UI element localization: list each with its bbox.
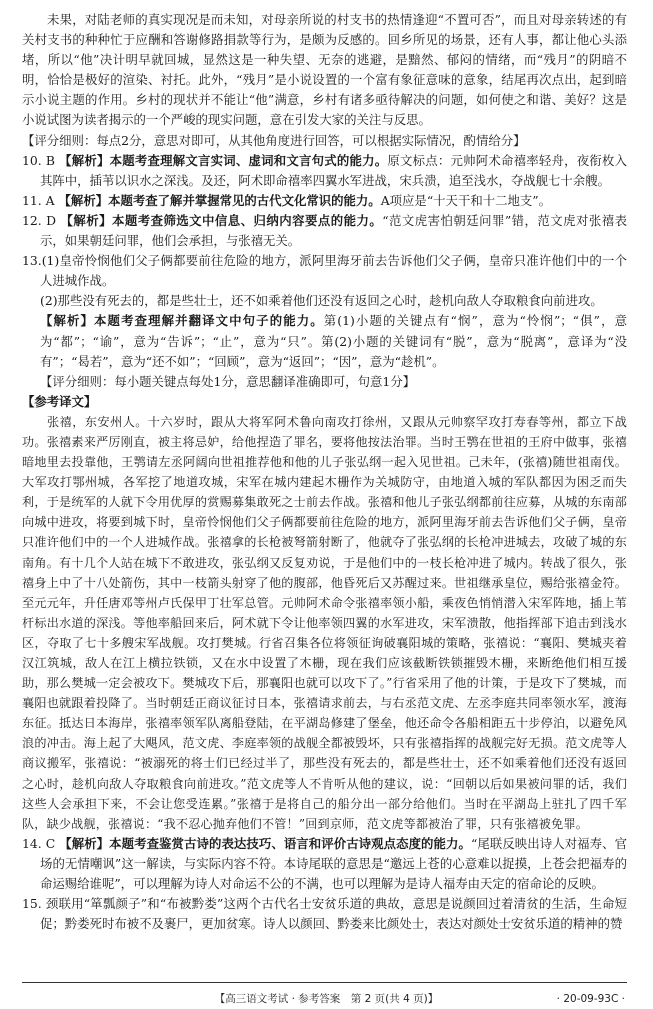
q15-answer: 15. 颈联用“箪瓢颜子”和“布被黔娄”这两个古代名士安贫乐道的典故，意思是说颜回过着清贫的生活，生命短促；黔娄死时布被不及裹尸，更加贫寒。诗人以颜回、黔娄来比颜处士，表达对颜处士安贫乐道的精神的赞 <box>22 896 627 932</box>
q13-translation-2: (2)那些没有死去的，都是些壮士，还不如乘着他们还没有返回之心时，趁机向敌人夺取粮食向前进攻。 <box>40 293 603 309</box>
q14-number: 14. C <box>22 835 56 851</box>
q12-answer <box>22 211 627 251</box>
q12-analysis-text: “范文虎害怕朝廷问罪”错，范文虎对张禧表示，如果朝廷问罪，他们会承担，与张禧无关。 <box>40 212 627 249</box>
q14-answer <box>22 834 627 894</box>
q12-number: 12. D <box>22 212 57 228</box>
reference-translation-text: 张禧，东安州人。十六岁时，跟从大将军阿术鲁向南攻打徐州，又跟从元帅察罕攻打寿春等州，都立下战功。张禧素来严厉刚直，被主将忌妒，给他捏造了罪名，要将他按法治罪。当时王鹗在世祖的王府中做事，张禧暗地里去投靠他，王鹗请左丞阿阔向世祖推荐他和他的儿子张弘纲一起入见世祖。己未年，(张禧)随世祖南伐。大军攻打鄂州城，各军挖了地道攻城，宋军在城内建起木栅作为关城防守，由地道入城的军队都因为困乏而失利，于是统军的人就下令用优厚的赏赐募集敢死之士前去作战。张禧和他儿子张弘纲都前往应募，从城的东南部向城中进攻，将要到城下时，皇帝怜悯他们父子俩都要前往危险的地方，派阿里海牙前去告诉他们父子俩，皇帝只准许他们中的一个人进城作战。张禧拿的长枪被弩箭射断了，他就夺了张弘纲的长枪冲进城去，攻破了城的东南角。有十几个人站在城下不敢进攻，张弘纲又反复劝说，于是他们中的一枝长枪冲进了城内。转战了很久，张禧身上中了十八处箭伤，其中一枝箭头射穿了他的腹部，他昏死后又苏醒过来。世祖继承皇位，赐给张禧金符。至元元年，升任唐邓等州卢氏保甲丁壮军总管。元帅阿术命令张禧率领小船，乘夜色悄悄潜入宋军阵地，插上苇杆标出水道的深浅。等他率船回来后，阿术就下令让他率领四翼的水军进攻，宋军溃散，他指挥部下追击到浅水区，夺取了七十多艘宋军战舰。攻打樊城。行省召集各位将领征询破襄阳城的策略，张禧说：“襄阳、樊城夹着汉江筑城，敌人在江上横拉铁锁，又在水中设置了木栅，现在我们应该截断铁锁摧毁木栅，来断绝他们相互援助，那么樊城一定会被攻下。樊城攻下后，那襄阳也就可以攻下了。”行省采用了他的计策，于是攻下了樊城，而襄阳也就跟着投降了。当时朝廷正商议征讨日本，张禧请求前去，与右丞范文虎、左丞李庭共同率领水军，渡海东征。抵达日本海岸，张禧率领军队离船登陆，在平湖岛修建了堡垒，他还命令各船相距五十步停泊，以避免风浪的冲击。海上起了大飓风，范文虎、李庭率领的战舰全都被毁坏，只有张禧指挥的战舰完好无损。范文虎等人商议搬军，张禧说：“被溺死的将士们已经过半了，那些没有死去的，都是些壮士，还不如乘着他们还没有返回之心时，趁机向敌人夺取粮食向前进攻。”范文虎等人不肯听从他的建议，说：“回朝以后如果被问罪的话，我们这些人会承担下来，不会让您受连累。”张禧于是将自己的船分出一部分给他们。当时在平湖岛上驻扎了四千军队，缺少战舰，张禧说：“我不忍心抛弃他们不管！”回到京师，范文虎等都被治了罪，只有张禧被免罪。 <box>22 414 627 831</box>
footer-page-label: 【高三语文考试 · 参考答案 第 2 页(共 4 页)】 <box>214 993 439 1005</box>
q10-analysis-text: 原文标点：元帅阿术命禧率轻舟，夜衔枚入其阵中，插苇以识水之深浅。及还，阿术即命禧率四翼水军进战，宋兵溃，追至浅水，夺战舰七十余艘。 <box>40 152 628 188</box>
q13-score-note: 【评分细则：每小题关键点每处1分，意思翻译准确即可，句意1分】 <box>40 373 416 389</box>
q11-number: 11. A <box>22 192 55 208</box>
q11-answer <box>22 191 627 211</box>
q9-score-note: 【评分细则：每点2分，意思对即可，从其他角度进行回答，可以根据实际情况，酌情给分】 <box>22 132 526 148</box>
q12-analysis-tag: 【解析】 <box>60 212 112 228</box>
q13-analysis-tag: 【解析】 <box>40 313 95 329</box>
q13-analysis <box>22 311 627 371</box>
q13-answer-1 <box>22 251 627 291</box>
q13-analysis-text: 第(1)小题的关键点有“悯”，意为“怜悯”；“俱”，意为“都”；“谕”，意为“告诉”；“止”，意为“只”。第(2)小题的关键词有“脱”，意为“脱离”，意译为“没有”；“曷若”，意为“还不如”；“回顾”，意为“返回”；“因”，意为“趁机”。 <box>40 313 628 369</box>
q10-analysis-tag: 【解析】 <box>59 152 110 168</box>
q14-analysis-tag: 【解析】 <box>59 835 110 851</box>
q9-continuation: 未果，对陆老师的真实现况是而未知，对母亲所说的村支书的热情逢迎“不置可否”，而且对母亲转述的有关村支书的种种忙于应酬和答谢修路捐款等行为，是颇为反感的。回乡所见的场景，还有人事，都让他心头添堵，所以“他”决计明早就回城，显然这是一种失望、无奈的逃避，是黯然、郁闷的情绪，而“残月”的阴暗不明，恰恰是极好的渲染、衬托。此外，“残月”是小说设置的一个富有象征意味的意象，结尾再次点出，起到暗示小说主题的作用。乡村的现状并不能让“他”满意，乡村有诸多亟待解决的问题，如何使之和谐、美好？这是小说试图为读者揭示的一个严峻的现实问题，意在引发大家的关注与反思。 <box>22 12 627 128</box>
q10-analysis-lead: 本题考查理解文言实词、虚词和文言句式的能力。 <box>109 152 388 168</box>
q11-analysis-lead: 本题考查了解并掌握常见的古代文化常识的能力。 <box>108 192 381 208</box>
q13-translation-1: (1)皇帝怜悯他们父子俩都要前往危险的地方，派阿里海牙前去告诉他们父子俩，皇帝只准许他们中的一个人进城作战。 <box>40 253 627 289</box>
q12-analysis-lead: 本题考查筛选文中信息、归纳内容要点的能力。 <box>111 212 383 228</box>
q13-analysis-lead: 本题考查理解并翻译文中句子的能力。 <box>94 313 324 329</box>
footer-rule <box>22 982 627 983</box>
page-footer <box>0 982 653 1008</box>
footer-code: · 20-09-93C · <box>556 993 625 1005</box>
reference-translation-title: 【参考译文】 <box>22 393 97 409</box>
q11-analysis-text: A项应是“十天干和十二地支”。 <box>380 192 552 208</box>
q11-analysis-tag: 【解析】 <box>58 192 109 208</box>
q10-answer <box>22 151 627 191</box>
q14-analysis-lead: 本题考查鉴赏古诗的表达技巧、语言和评价古诗观点态度的能力。 <box>109 835 471 851</box>
q13-number: 13. <box>22 253 42 269</box>
q10-number: 10. B <box>22 152 55 168</box>
q14-analysis-text: “尾联反映出诗人对福寿、官场的无情嘲讽”这一解读，与实际内容不符。本诗尾联的意思是“邀远上苍的心意难以捉摸，上苍会把福寿的命运赐给谁呢”，可以理解为诗人对命运不公的不满，也可以理解为是诗人福寿由天定的宿命论的反映。 <box>40 835 627 892</box>
